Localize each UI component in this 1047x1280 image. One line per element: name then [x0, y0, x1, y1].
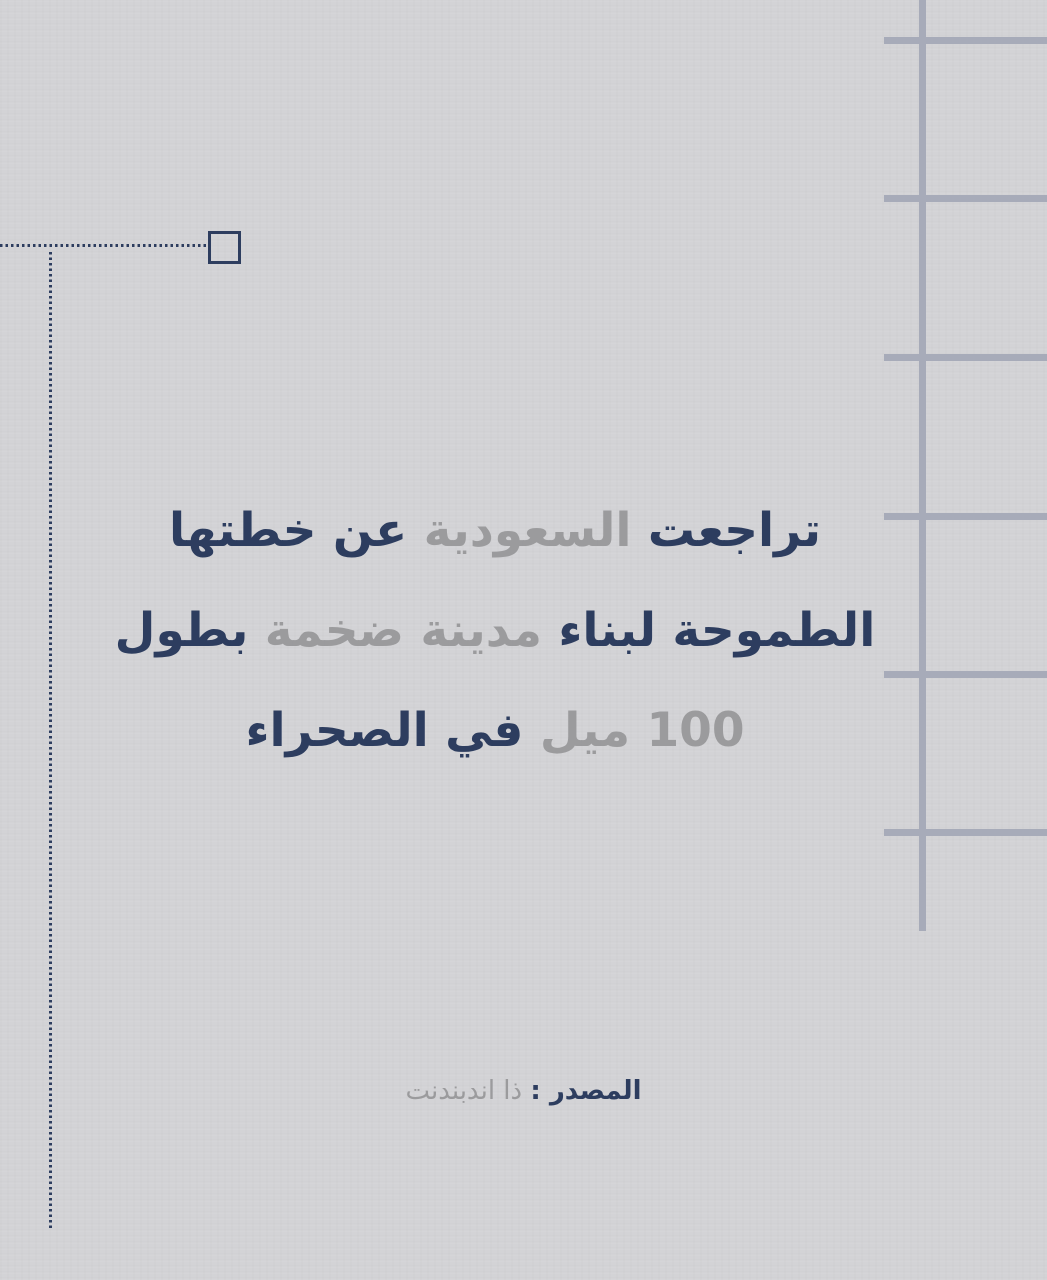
source-label: المصدر : [530, 1076, 642, 1106]
headline-segment: في الصحراء [245, 703, 524, 758]
headline-segment: تراجعت [647, 503, 822, 558]
square-marker [208, 231, 241, 264]
source-line [0, 1073, 1047, 1109]
headline-segment: مدينة ضخمة [264, 603, 542, 658]
headline-segment: الطموحة لبناء [558, 603, 876, 658]
dotted-horizontal-line [0, 244, 206, 247]
headline-segment: عن خطتها [168, 503, 408, 558]
headline-line-3 [0, 681, 990, 781]
headline-segment: السعودية [423, 503, 632, 558]
grid-horizontal-line [884, 195, 1047, 202]
grid-vertical-line [919, 0, 926, 931]
headline-line-1 [0, 481, 990, 581]
headline-segment: بطول [114, 603, 249, 658]
source-value: ذا اندبندنت [405, 1076, 523, 1106]
headline [0, 481, 990, 781]
headline-segment: 100 ميل [539, 703, 745, 758]
grid-horizontal-line [884, 37, 1047, 44]
grid-horizontal-line [884, 354, 1047, 361]
grid-horizontal-line [884, 829, 1047, 836]
headline-line-2 [0, 581, 990, 681]
